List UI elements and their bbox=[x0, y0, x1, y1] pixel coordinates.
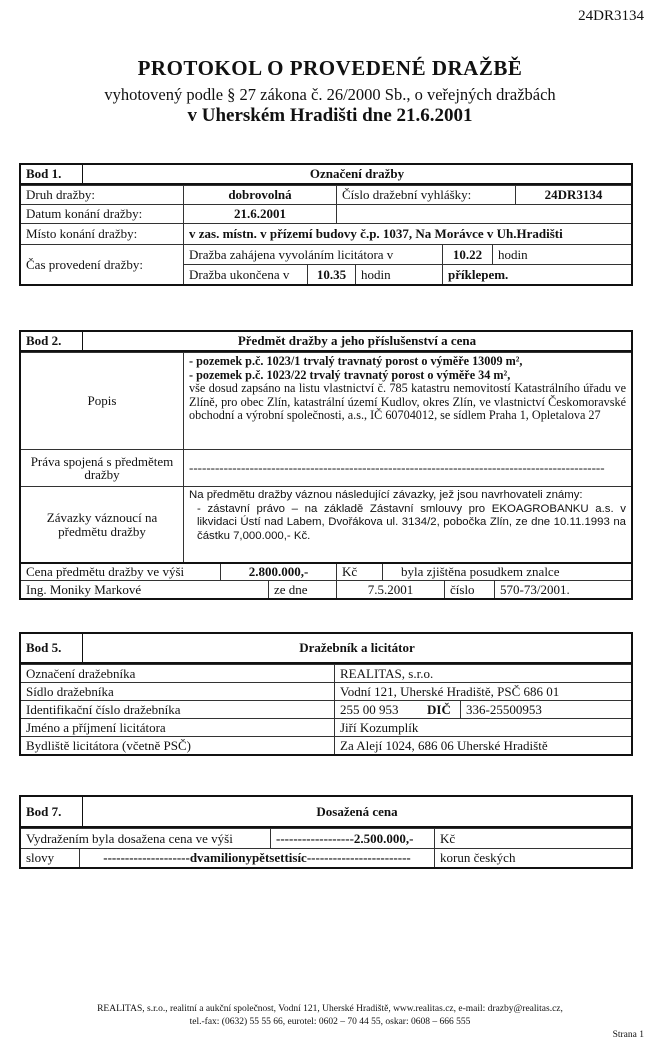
document-id: 24DR3134 bbox=[578, 8, 644, 24]
cena-label: Cena předmětu dražby ve výši bbox=[26, 564, 185, 579]
bydliste-label: Bydliště licitátora (včetně PSČ) bbox=[26, 737, 191, 753]
dražebník-label: Označení dražebníka bbox=[26, 665, 136, 681]
section-bod1 bbox=[19, 163, 633, 286]
ukoncena-unit: hodin bbox=[355, 265, 442, 284]
znalec-name: Ing. Moniky Markové bbox=[26, 581, 142, 597]
cas-detail bbox=[183, 245, 631, 284]
datum-empty bbox=[336, 205, 631, 223]
licitator-label: Jméno a příjmení licitátora bbox=[26, 719, 166, 735]
zahajena-label: Dražba zahájena vyvoláním licitátora v bbox=[189, 246, 394, 262]
posudek-cislo-value: 570-73/2001. bbox=[494, 581, 631, 598]
zavazky-label: Závazky váznoucí na předmětu dražby bbox=[46, 510, 158, 539]
slovy-unit: korun českých bbox=[434, 849, 631, 867]
sidlo-label: Sídlo dražebníka bbox=[26, 683, 114, 699]
cislo-vyhlasky-value: 24DR3134 bbox=[515, 186, 631, 204]
datum-value: 21.6.2001 bbox=[183, 205, 336, 223]
document-subtitle: vyhotovený podle § 27 zákona č. 26/2000 Sb., o veřejných dražbách bbox=[104, 85, 556, 104]
slovy-value: --------------------dvamilionypětsettisíc------------------------ bbox=[79, 849, 434, 867]
bod2-heading: Předmět dražby a jeho příslušenství a cena bbox=[237, 333, 477, 348]
section-bod7 bbox=[19, 795, 633, 869]
slovy-label: slovy bbox=[26, 850, 55, 865]
dic-label: DIČ bbox=[427, 701, 451, 717]
bod5-label: Bod 5. bbox=[21, 634, 83, 662]
popis-value bbox=[183, 353, 631, 449]
bod5-heading: Dražebník a licitátor bbox=[299, 640, 415, 655]
bod7-label: Bod 7. bbox=[21, 797, 83, 826]
druh-label: Druh dražby: bbox=[26, 187, 95, 202]
cena-value: 2.800.000,- bbox=[220, 564, 336, 580]
popis-label: Popis bbox=[87, 393, 117, 408]
section-bod5 bbox=[19, 632, 633, 756]
zavazky-intro: Na předmětu dražby váznou následující závazky, jež jsou navrhovateli známy: bbox=[189, 489, 583, 501]
dic-value: 336-25500953 bbox=[460, 701, 631, 718]
section-bod2 bbox=[19, 330, 633, 600]
prava-label: Práva spojená s předmětem dražby bbox=[30, 453, 174, 482]
druh-value: dobrovolná bbox=[183, 186, 336, 204]
footer-line1: REALITAS, s.r.o., realitní a aukční společnost, Vodní 121, Uherské Hradiště, www.realitas.cz, e-mail: drazby@realitas.cz, bbox=[97, 1004, 563, 1014]
bod7-heading: Dosažená cena bbox=[316, 803, 398, 819]
document-place-date: v Uherském Hradišti dne 21.6.2001 bbox=[187, 105, 473, 126]
bod1-heading: Označení dražby bbox=[309, 166, 405, 181]
document-title: PROTOKOL O PROVEDENÉ DRAŽBĚ bbox=[137, 56, 523, 80]
datum-label: Datum konání dražby: bbox=[26, 206, 143, 221]
popis-line1: - pozemek p.č. 1023/1 trvalý travnatý porost o výměře 13009 m², bbox=[189, 354, 523, 368]
ze-dne-label: ze dne bbox=[268, 581, 336, 598]
ze-dne-value: 7.5.2001 bbox=[336, 581, 444, 598]
bod1-label: Bod 1. bbox=[21, 165, 83, 183]
zavazky-value bbox=[183, 487, 631, 562]
ukoncena-value: 10.35 bbox=[307, 265, 355, 284]
misto-value: v zas. místn. v přízemí budovy č.p. 1037, Na Morávce v Uh.Hradišti bbox=[183, 224, 631, 244]
sidlo-value: Vodní 121, Uherské Hradiště, PSČ 686 01 bbox=[334, 683, 631, 700]
bydliste-value: Za Alejí 1024, 686 06 Uherské Hradiště bbox=[334, 737, 631, 754]
vydrazeno-unit: Kč bbox=[434, 829, 631, 848]
cislo-vyhlasky-label: Číslo dražební vyhlášky: bbox=[336, 186, 515, 204]
licitator-value: Jiří Kozumplík bbox=[334, 719, 631, 736]
vydrazeno-value: ------------------2.500.000,- bbox=[270, 829, 434, 848]
posudek-cislo-label: číslo bbox=[444, 581, 494, 598]
footer-line2: tel.-fax: (0632) 55 55 66, eurotel: 0602 – 70 44 55, oskar: 0608 – 666 555 bbox=[189, 1017, 471, 1027]
misto-label: Místo konání dražby: bbox=[26, 226, 138, 241]
bod2-label: Bod 2. bbox=[21, 332, 83, 350]
ic-label: Identifikační číslo dražebníka bbox=[26, 701, 181, 717]
cena-unit: Kč bbox=[336, 564, 382, 580]
cas-label: Čas provedení dražby: bbox=[26, 256, 143, 272]
zahajena-unit: hodin bbox=[492, 245, 631, 264]
posudek-text: byla zjištěna posudkem znalce bbox=[382, 564, 631, 580]
popis-line2: - pozemek p.č. 1023/22 trvalý travnatý porost o výměře 34 m², bbox=[189, 367, 511, 382]
dražebník-value: REALITAS, s.r.o. bbox=[334, 665, 631, 682]
priklepem: příklepem. bbox=[442, 265, 631, 284]
vydrazeno-label: Vydražením byla dosažena cena ve výši bbox=[26, 830, 233, 846]
page-number: Strana 1 bbox=[612, 1030, 644, 1040]
popis-text: vše dosud zapsáno na listu vlastnictví č. 785 katastru nemovitostí Katastrálního úřadu ve Zlíně, pro obec Zlín, katastrální území Kudlov, okres Zlín, ve vlastnictví Českomoravské obchodní a výrobní společnosti, a.s., IČ 60704012, se sídlem Praha 1, Opletalova 27 bbox=[189, 381, 626, 423]
ukoncena-label: Dražba ukončena v bbox=[189, 266, 290, 282]
zavazky-item: - zástavní právo – na základě Zástavní smlouvy pro EKOAGROBANKU a.s. v likvidaci Ústí nad Labem, Dvořákova ul. 3134/2, pobočka Zlín, ze dne 10.11.1993 na částku 7,000.000,- Kč. bbox=[197, 502, 626, 542]
prava-value: ------------------------------------------------------------------------------------------------ bbox=[183, 450, 631, 486]
zahajena-value: 10.22 bbox=[442, 245, 492, 264]
ic-value: 255 00 953 bbox=[334, 701, 422, 718]
